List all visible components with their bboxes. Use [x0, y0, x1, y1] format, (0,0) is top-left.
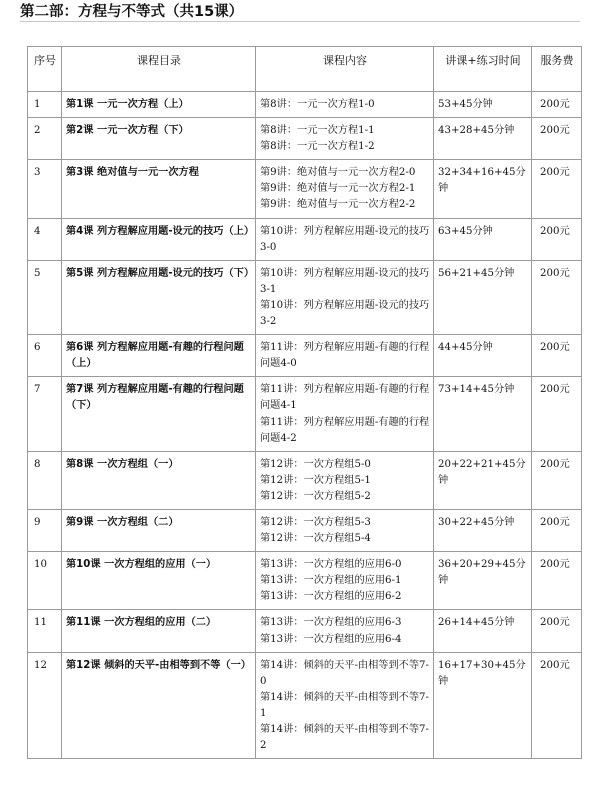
row-number: 6: [28, 335, 62, 377]
service-fee: 200元: [532, 260, 582, 334]
lecture-time: 43+28+45分钟: [434, 118, 532, 160]
lecture-time: 26+14+45分钟: [434, 610, 532, 652]
lecture-item: 第9讲：绝对值与一元一次方程2-2: [260, 199, 416, 211]
service-fee: 200元: [532, 610, 582, 652]
course-title: 第2课 一元一次方程（下）: [62, 118, 256, 160]
row-number: 11: [28, 610, 62, 652]
service-fee: 200元: [532, 160, 582, 218]
table-header-row: [28, 47, 582, 92]
course-content: [256, 260, 434, 334]
table-row: [28, 610, 582, 652]
course-content: [256, 160, 434, 218]
course-title: 第1课 一元一次方程（上）: [62, 92, 256, 118]
lecture-time: 36+20+29+45分钟: [434, 552, 532, 610]
service-fee: 200元: [532, 377, 582, 451]
table-row: [28, 92, 582, 118]
header-content: 课程内容: [256, 47, 434, 92]
header-time: 讲课+练习时间: [434, 47, 532, 92]
lecture-time: 73+14+45分钟: [434, 377, 532, 451]
course-content: [256, 610, 434, 652]
lecture-item: 第12讲：一次方程组5-1: [260, 474, 371, 486]
lecture-item: 第11讲：列方程解应用题-有趣的行程问题4-2: [260, 416, 430, 444]
course-content: [256, 377, 434, 451]
lecture-item: 第11讲：列方程解应用题-有趣的行程问题4-1: [260, 384, 430, 412]
table-row: [28, 451, 582, 509]
row-number: 4: [28, 218, 62, 260]
lecture-item: 第9讲：绝对值与一元一次方程2-1: [260, 183, 416, 195]
lecture-item: 第8讲：一元一次方程1-2: [260, 141, 375, 153]
lecture-item: 第14讲：倾斜的天平-由相等到不等7-2: [260, 724, 429, 752]
course-title: 第12课 倾斜的天平-由相等到不等（一）: [62, 652, 256, 759]
lecture-time: 53+45分钟: [434, 92, 532, 118]
table-row: [28, 377, 582, 451]
course-title: 第11课 一次方程组的应用（二）: [62, 610, 256, 652]
lecture-item: 第8讲：一元一次方程1-0: [260, 99, 375, 110]
table-row: [28, 260, 582, 334]
row-number: 5: [28, 260, 62, 334]
course-content: [256, 335, 434, 377]
service-fee: 200元: [532, 652, 582, 759]
lecture-item: 第13讲：一次方程组的应用6-4: [260, 633, 402, 645]
table-row: [28, 160, 582, 218]
course-content: [256, 451, 434, 509]
row-number: 3: [28, 160, 62, 218]
header-fee: 服务费: [532, 47, 582, 92]
row-number: 10: [28, 552, 62, 610]
course-content: [256, 92, 434, 118]
header-course: 课程目录: [62, 47, 256, 92]
service-fee: 200元: [532, 218, 582, 260]
lecture-item: 第12讲：一次方程组5-3: [260, 516, 371, 528]
table-row: [28, 118, 582, 160]
service-fee: 200元: [532, 451, 582, 509]
service-fee: 200元: [532, 552, 582, 610]
lecture-item: 第10讲：列方程解应用题-设元的技巧3-0: [260, 225, 430, 253]
row-number: 8: [28, 451, 62, 509]
lecture-item: 第10讲：列方程解应用题-设元的技巧3-2: [260, 299, 430, 328]
lecture-item: 第13讲：一次方程组的应用6-2: [260, 591, 402, 603]
lecture-item: 第14讲：倾斜的天平-由相等到不等7-1: [260, 691, 429, 719]
course-title: 第6课 列方程解应用题-有趣的行程问题（上）: [62, 335, 256, 377]
course-title: 第3课 绝对值与一元一次方程: [62, 160, 256, 218]
row-number: 1: [28, 92, 62, 118]
course-content: [256, 552, 434, 610]
course-title: 第10课 一次方程组的应用（一）: [62, 552, 256, 610]
lecture-item: 第12讲：一次方程组5-0: [260, 458, 371, 470]
lecture-item: 第12讲：一次方程组5-2: [260, 490, 371, 502]
lecture-time: 20+22+21+45分钟: [434, 451, 532, 509]
lecture-time: 44+45分钟: [434, 335, 532, 377]
lecture-time: 32+34+16+45分钟: [434, 160, 532, 218]
course-content: [256, 218, 434, 260]
lecture-item: 第13讲：一次方程组的应用6-1: [260, 575, 402, 587]
table-row: [28, 552, 582, 610]
header-no: 序号: [28, 47, 62, 92]
section-heading: 第二部：方程与不等式（共15课）: [20, 4, 244, 20]
lecture-time: 63+45分钟: [434, 218, 532, 260]
row-number: 12: [28, 652, 62, 759]
table-row: [28, 335, 582, 377]
course-content: [256, 509, 434, 551]
service-fee: 200元: [532, 118, 582, 160]
course-content: [256, 118, 434, 160]
row-number: 2: [28, 118, 62, 160]
course-title: 第9课 一次方程组（二）: [62, 509, 256, 551]
course-title: 第8课 一次方程组（一）: [62, 451, 256, 509]
service-fee: 200元: [532, 335, 582, 377]
course-title: 第5课 列方程解应用题-设元的技巧（下）: [62, 260, 256, 334]
lecture-item: 第11讲：列方程解应用题-有趣的行程问题4-0: [260, 342, 430, 370]
lecture-item: 第13讲：一次方程组的应用6-3: [260, 617, 402, 629]
row-number: 9: [28, 509, 62, 551]
table-body: [28, 92, 582, 759]
table-row: [28, 652, 582, 759]
lecture-item: 第12讲：一次方程组5-4: [260, 533, 371, 545]
table-row: [28, 218, 582, 260]
service-fee: 200元: [532, 92, 582, 118]
course-title: 第7课 列方程解应用题-有趣的行程问题（下）: [62, 377, 256, 451]
table-row: [28, 509, 582, 551]
row-number: 7: [28, 377, 62, 451]
heading-divider: [20, 21, 580, 22]
lecture-item: 第14讲：倾斜的天平-由相等到不等7-0: [260, 659, 429, 687]
lecture-time: 16+17+30+45分钟: [434, 652, 532, 759]
service-fee: 200元: [532, 509, 582, 551]
lecture-time: 56+21+45分钟: [434, 260, 532, 334]
lecture-item: 第10讲：列方程解应用题-设元的技巧3-1: [260, 267, 430, 295]
course-content: [256, 652, 434, 759]
lecture-time: 30+22+45分钟: [434, 509, 532, 551]
lecture-item: 第13讲：一次方程组的应用6-0: [260, 559, 402, 571]
course-title: 第4课 列方程解应用题-设元的技巧（上）: [62, 218, 256, 260]
course-table: [27, 46, 582, 759]
lecture-item: 第8讲：一元一次方程1-1: [260, 125, 375, 137]
lecture-item: 第9讲：绝对值与一元一次方程2-0: [260, 167, 416, 179]
